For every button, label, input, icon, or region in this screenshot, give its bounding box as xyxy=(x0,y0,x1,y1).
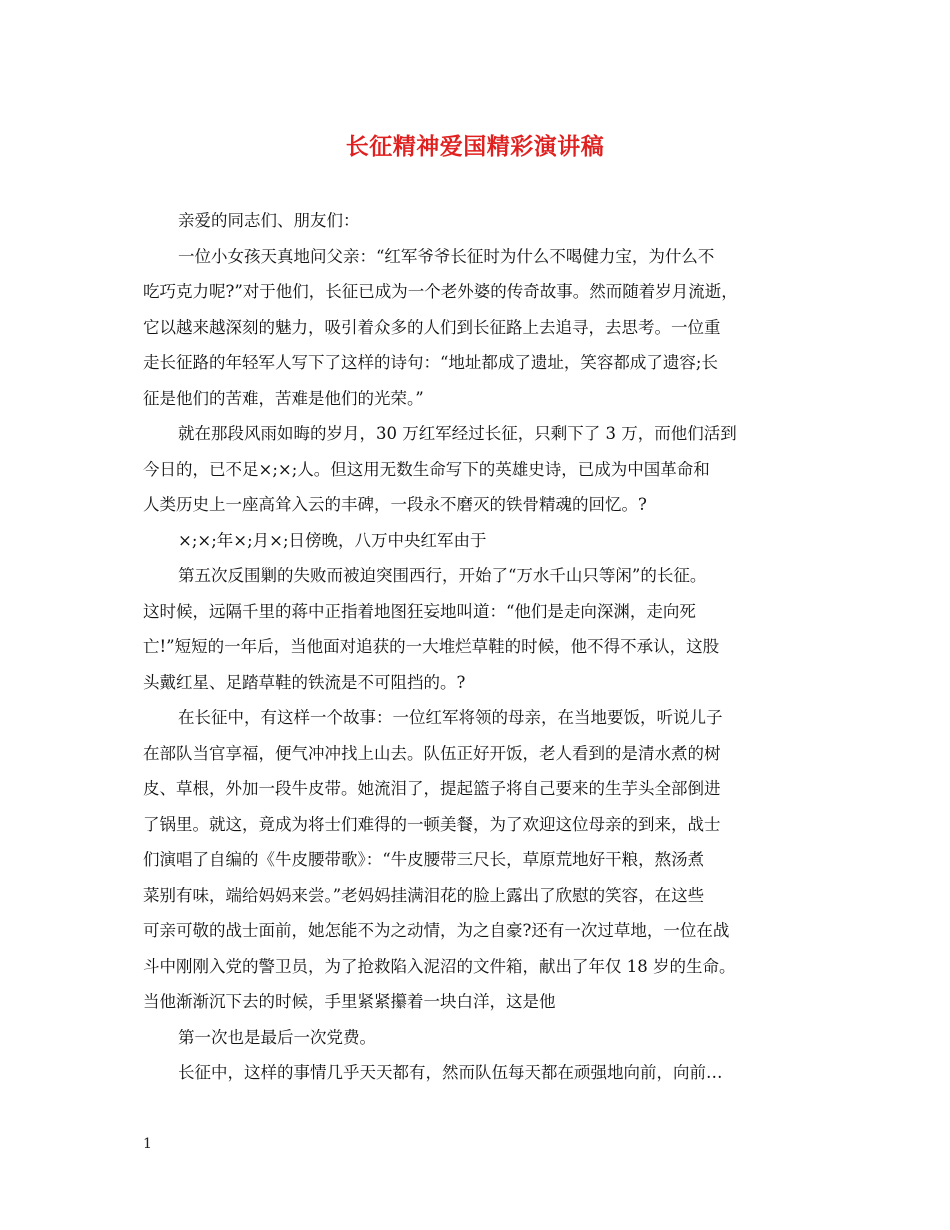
text-line: 这时候，远隔千里的蒋中正指着地图狂妄地叫道：“他们是走向深渊，走向死 xyxy=(143,601,696,621)
text-line: 在长征中，有这样一个故事：一位红军将领的母亲，在当地要饭，听说儿子 xyxy=(178,708,723,727)
text-line: 可亲可敬的战士面前，她怎能不为之动情，为之自豪?还有一次过草地，一位在战 xyxy=(143,921,730,940)
text-line: 在部队当官享福，便气冲冲找上山去。队伍正好开饭，老人看到的是清水煮的树 xyxy=(143,743,721,763)
text-line: 第一次也是最后一次党费。 xyxy=(178,1027,376,1047)
text-line: 就在那段风雨如晦的岁月，30 万红军经过长征，只剩下了 3 万，而他们活到 xyxy=(178,424,737,443)
document-title: 长征精神爱国精彩演讲稿 xyxy=(345,134,605,160)
text-line: 第五次反围剿的失败而被迫突围西行，开始了“万水千山只等闲”的长征。 xyxy=(178,566,707,585)
text-line: 亡!”短短的一年后，当他面对追获的一大堆烂草鞋的时候，他不得不承认，这股 xyxy=(143,637,720,656)
text-line: 头戴红星、足踏草鞋的铁流是不可阻挡的。? xyxy=(143,672,466,692)
text-line: 亲爱的同志们、朋友们： xyxy=(178,211,360,230)
text-line: 了锅里。就这，竟成为将士们难得的一顿美餐，为了欢迎这位母亲的到来，战士 xyxy=(143,814,721,834)
text-line: 它以越来越深刻的魅力，吸引着众多的人们到长征路上去追寻，去思考。一位重 xyxy=(143,317,721,337)
text-line: 一位小女孩天真地问父亲：“红军爷爷长征时为什么不喝健力宝，为什么不 xyxy=(178,246,715,266)
text-line: 当他渐渐沉下去的时候，手里紧紧攥着一块白洋，这是他 xyxy=(143,992,556,1011)
text-line: 们演唱了自编的《牛皮腰带歌》：“牛皮腰带三尺长，草原荒地好干粮，熬汤煮 xyxy=(143,850,705,869)
text-line: 长征中，这样的事情几乎天天都有，然而队伍每天都在顽强地向前，向前… xyxy=(178,1063,723,1082)
text-line: 斗中刚刚入党的警卫员，为了抢救陷入泥沼的文件箱，献出了年仅 18 岁的生命。 xyxy=(143,956,736,976)
text-line: 吃巧克力呢?”对于他们，长征已成为一个老外婆的传奇故事。然而随着岁月流逝， xyxy=(143,282,738,301)
document-body xyxy=(143,203,811,1091)
text-line: ×;×;年×;月×;日傍晚，八万中央红军由于 xyxy=(178,530,487,550)
text-line: 人类历史上一座高耸入云的丰碑，一段永不磨灭的铁骨精魂的回忆。? xyxy=(143,495,647,514)
text-line: 征是他们的苦难，苦难是他们的光荣。” xyxy=(143,388,424,408)
text-line: 菜别有味，端给妈妈来尝。”老妈妈挂满泪花的脸上露出了欣慰的笑容，在这些 xyxy=(143,885,705,905)
text-line: 走长征路的年轻军人写下了这样的诗句：“地址都成了遗址，笑容都成了遗容;长 xyxy=(143,353,718,372)
text-line: 皮、草根，外加一段牛皮带。她流泪了，提起篮子将自己要来的生芋头全部倒进 xyxy=(143,779,721,798)
text-line: 今日的，已不足×;×;人。但这用无数生命写下的英雄史诗，已成为中国革命和 xyxy=(143,459,710,479)
page-number: 1 xyxy=(143,1136,152,1152)
